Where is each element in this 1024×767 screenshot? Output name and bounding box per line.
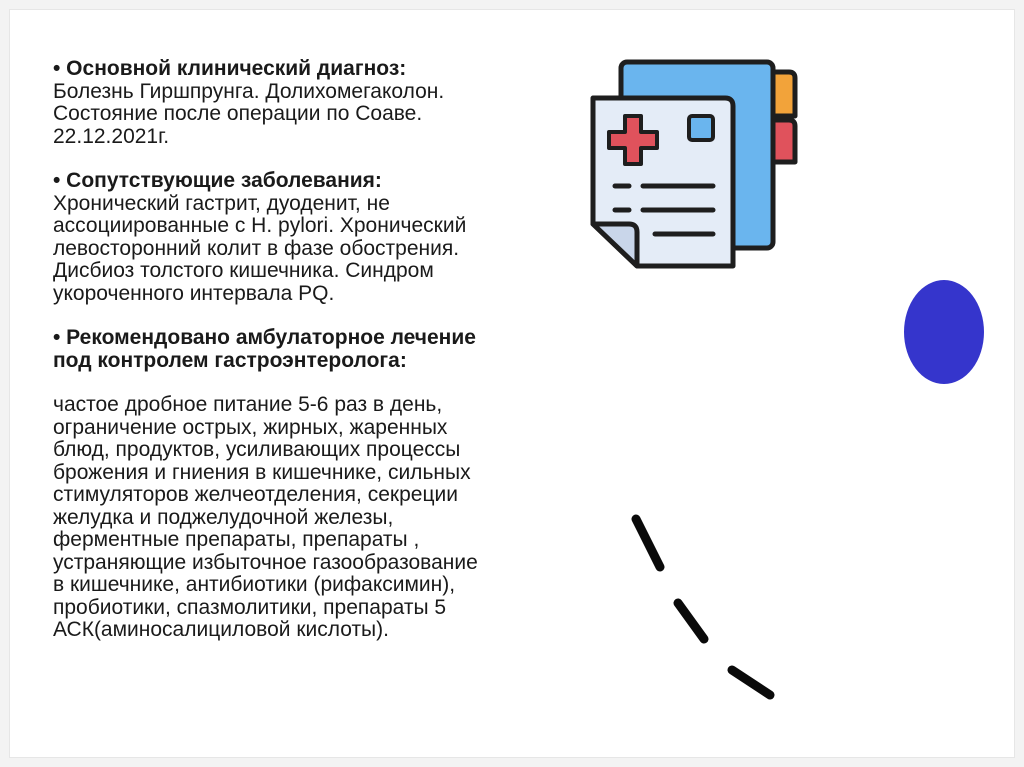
recommendation-line: ограничение острых, жирных, жаренных (53, 415, 448, 439)
comorbidities-line: левосторонний колит в фазе обострения. (53, 236, 460, 260)
recommendation-line: в кишечнике, антибиотики (рифаксимин), (53, 573, 456, 596)
recommendation-line: пробиотики, спазмолитики, препараты 5 (53, 595, 447, 619)
recommendations-text (53, 394, 553, 642)
text-column (53, 58, 553, 642)
diagnosis-section (53, 58, 553, 148)
comorbidities-line: Хронический гастрит, дуоденит, не (53, 191, 390, 215)
comorbidities-line: Дисбиоз толстого кишечника. Синдром (53, 259, 434, 282)
recommendation-line: блюд, продуктов, усиливающих процессы (53, 438, 461, 461)
recommendation-line: ферментные препараты, препараты , (53, 528, 420, 551)
recommendation-line: АСК(аминосалициловой кислоты). (53, 618, 389, 641)
comorbidities-section (53, 170, 553, 305)
recommendation-line: стимуляторов желчеотделения, секреции (53, 483, 458, 506)
recommendation-heading: под контролем гастроэнтеролога: (53, 348, 407, 372)
blue-circle-decoration (904, 280, 984, 384)
diagnosis-line: Состояние после операции по Соаве. (53, 102, 423, 125)
medical-record-icon (585, 58, 805, 278)
recommendation-heading: • Рекомендовано амбулаторное лечение (53, 326, 476, 349)
diagnosis-line: 22.12.2021г. (53, 124, 170, 148)
comorbidities-line: ассоциированные с H. pylori. Хронический (53, 214, 467, 237)
recommendation-line: частое дробное питание 5-6 раз в день, (53, 393, 443, 416)
comorbidities-heading: • Сопутствующие заболевания: (53, 169, 382, 192)
recommendation-line: брожения и гниения в кишечнике, сильных (53, 460, 471, 484)
diagnosis-heading: • Основной клинический диагноз: (53, 57, 407, 80)
recommendation-line: устраняющие избыточное газообразование (53, 550, 478, 574)
comorbidities-line: укороченного интервала PQ. (53, 281, 335, 305)
recommendation-line: желудка и поджелудочной железы, (53, 505, 394, 529)
dashed-curve-decoration (620, 505, 790, 705)
diagnosis-line: Болезнь Гиршпрунга. Долихомегаколон. (53, 79, 445, 103)
recommendation-section (53, 327, 553, 372)
